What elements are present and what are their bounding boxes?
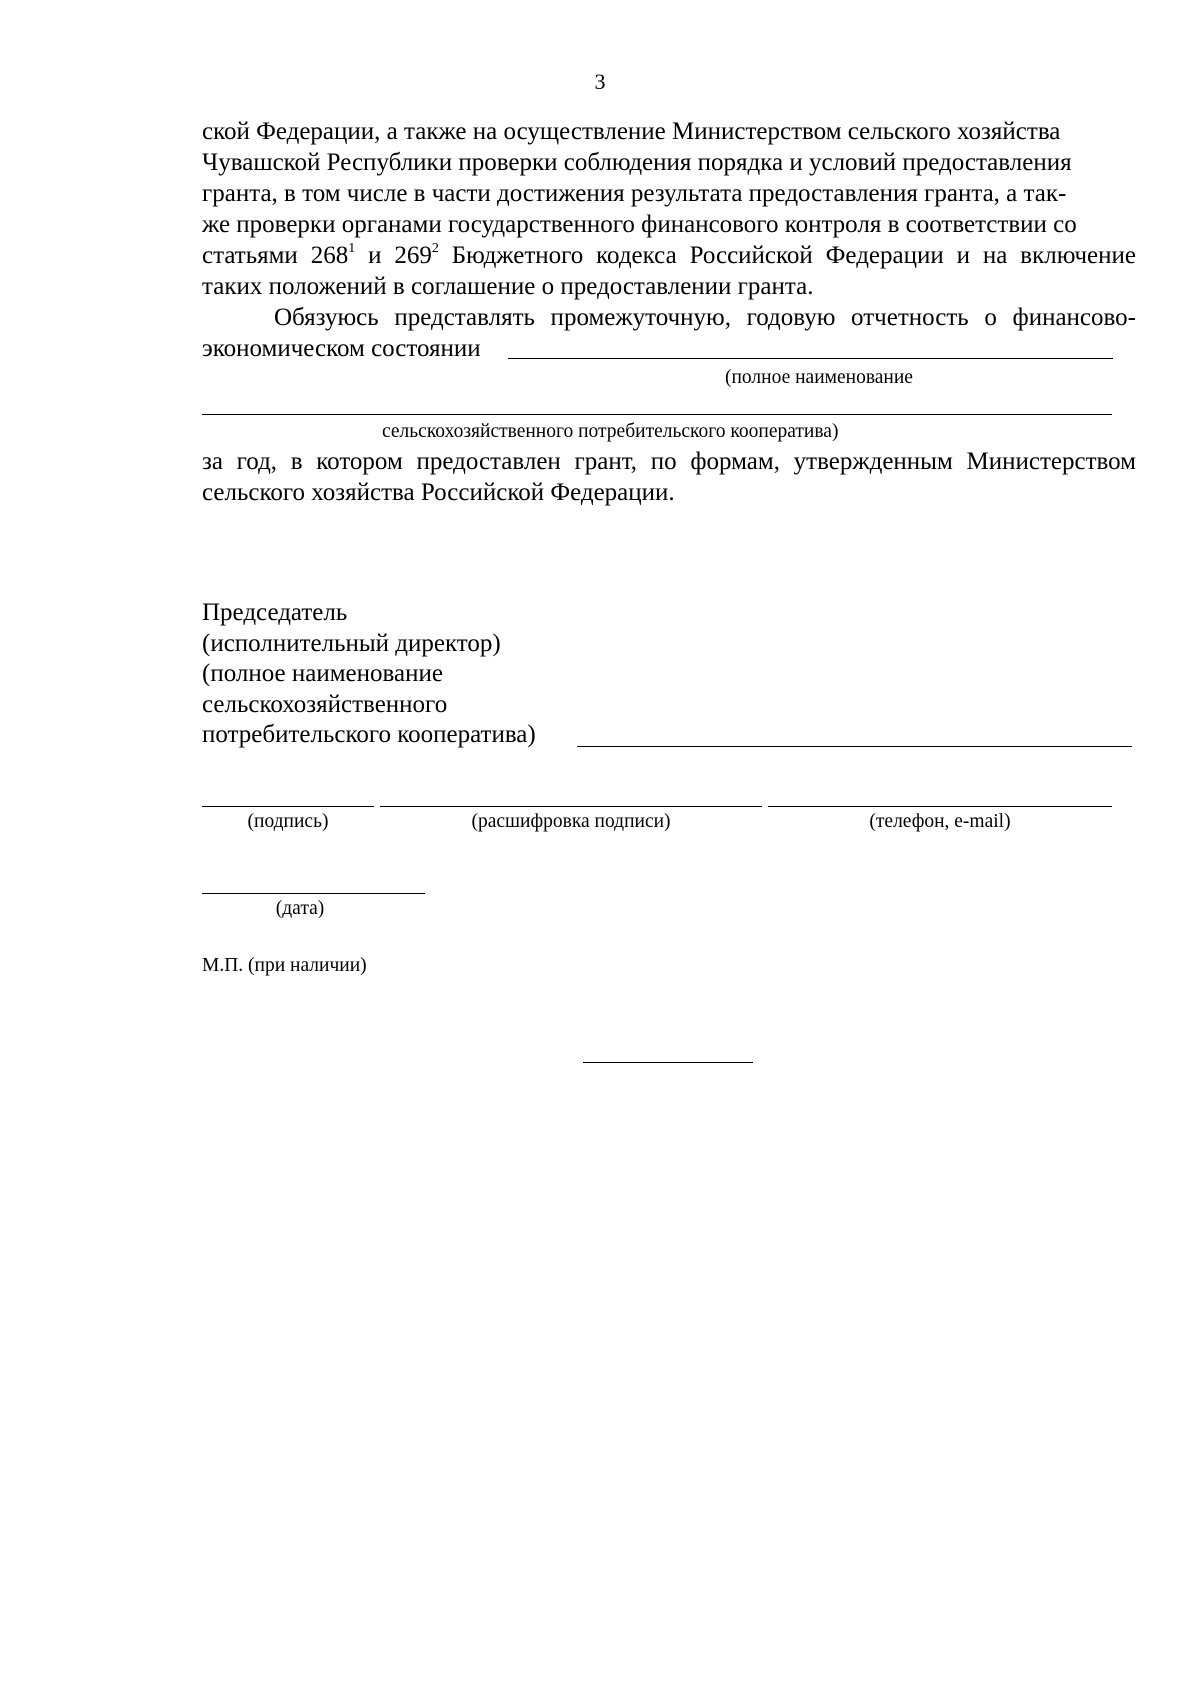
caption-full-name: (полное наименование	[725, 367, 913, 388]
text-line: Обязуюсь представлять промежуточную, годовую отчетность о финансово-	[274, 304, 1136, 331]
text-line: за год, в котором предоставлен грант, по формам, утвержденным Министерством	[202, 448, 1136, 475]
superscript: 2	[431, 240, 439, 256]
signer-block	[202, 598, 536, 751]
paragraph-report-forms	[202, 446, 1136, 508]
signer-org: (полное наименование	[202, 660, 443, 687]
date-field-line[interactable]	[202, 893, 425, 894]
text-line: ской Федерации, а также на осуществление Министерством сельского хозяйства	[202, 118, 1061, 145]
caption-coop: сельскохозяйственного потребительского кооператива)	[382, 421, 839, 442]
signer-org: сельскохозяйственного	[202, 690, 448, 718]
text-fragment: статьями 268	[202, 242, 349, 269]
signature-field-line[interactable]	[202, 806, 374, 807]
org-name-field-line[interactable]	[577, 746, 1132, 747]
text-fragment: и 269	[355, 242, 432, 269]
signature-decoding-field-line[interactable]	[380, 806, 762, 807]
caption-signature: (подпись)	[247, 811, 329, 832]
text-line	[202, 240, 1136, 271]
text-fragment: Бюджетного кодекса Российской Федерации и на включение	[438, 242, 1136, 269]
superscript: 1	[348, 240, 356, 256]
text-line: таких положений в соглашение о предоставлении гранта.	[202, 273, 814, 300]
full-name-field-line[interactable]	[508, 358, 1113, 359]
signer-org: потребительского кооператива)	[202, 721, 536, 748]
text-line: сельского хозяйства Российской Федерации.	[202, 479, 675, 506]
text-line: же проверки органами государственного финансового контроля в соответствии со	[202, 211, 1077, 238]
contacts-field-line[interactable]	[768, 806, 1112, 807]
caption-signature-decoding: (расшифровка подписи)	[471, 811, 671, 832]
page-number: 3	[594, 69, 606, 94]
text-line: экономическом состоянии	[202, 335, 481, 362]
caption-date: (дата)	[275, 898, 325, 919]
text-line: гранта, в том числе в части достижения результата предоставления гранта, а так-	[202, 180, 1067, 207]
paragraph-reporting-commitment	[202, 302, 1136, 333]
signer-title: Председатель	[202, 599, 348, 626]
stamp-place: М.П. (при наличии)	[202, 955, 367, 976]
caption-contacts: (телефон, e-mail)	[869, 811, 1011, 832]
signer-title: (исполнительный директор)	[202, 629, 501, 657]
paragraph-inspection-consent	[202, 116, 1136, 302]
text-line: Чувашской Республики проверки соблюдения порядка и условий предоставления	[202, 149, 1072, 176]
coop-name-field-line[interactable]	[202, 414, 1112, 415]
end-separator	[583, 1062, 753, 1063]
